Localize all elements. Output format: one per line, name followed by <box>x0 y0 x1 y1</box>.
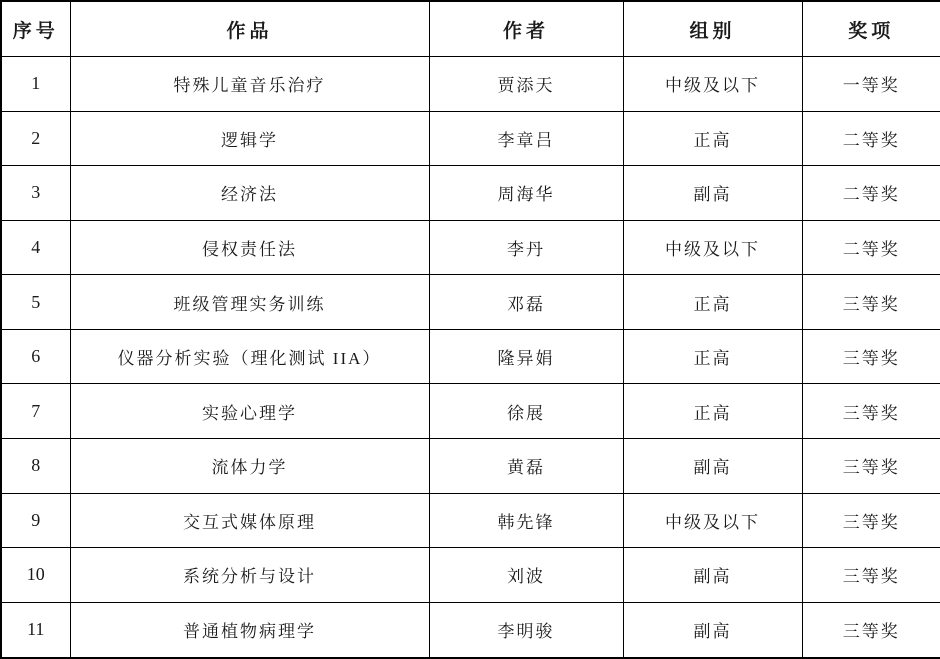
cell-work: 交互式媒体原理 <box>70 493 429 548</box>
table-row <box>1 275 940 330</box>
cell-group: 正高 <box>623 384 802 439</box>
cell-index: 8 <box>1 439 70 494</box>
cell-index: 6 <box>1 329 70 384</box>
cell-work: 系统分析与设计 <box>70 548 429 603</box>
cell-index: 5 <box>1 275 70 330</box>
cell-index: 1 <box>1 57 70 112</box>
column-header-group: 组别 <box>623 1 802 57</box>
cell-award: 三等奖 <box>802 384 940 439</box>
cell-award: 三等奖 <box>802 275 940 330</box>
column-header-award: 奖项 <box>802 1 940 57</box>
table-row <box>1 548 940 603</box>
cell-group: 中级及以下 <box>623 57 802 112</box>
cell-index: 3 <box>1 166 70 221</box>
cell-group: 副高 <box>623 439 802 494</box>
cell-author: 黄磊 <box>429 439 623 494</box>
cell-group: 副高 <box>623 602 802 658</box>
cell-work: 流体力学 <box>70 439 429 494</box>
cell-author: 徐展 <box>429 384 623 439</box>
cell-work: 普通植物病理学 <box>70 602 429 658</box>
cell-award: 三等奖 <box>802 329 940 384</box>
cell-group: 正高 <box>623 275 802 330</box>
cell-index: 10 <box>1 548 70 603</box>
cell-author: 李明骏 <box>429 602 623 658</box>
cell-author: 刘波 <box>429 548 623 603</box>
cell-award: 三等奖 <box>802 548 940 603</box>
column-header-work: 作品 <box>70 1 429 57</box>
column-header-index: 序号 <box>1 1 70 57</box>
cell-work: 经济法 <box>70 166 429 221</box>
cell-author: 周海华 <box>429 166 623 221</box>
cell-group: 中级及以下 <box>623 493 802 548</box>
column-header-author: 作者 <box>429 1 623 57</box>
cell-work: 仪器分析实验（理化测试 IIA） <box>70 329 429 384</box>
cell-group: 正高 <box>623 111 802 166</box>
cell-award: 三等奖 <box>802 602 940 658</box>
table-body <box>1 57 940 659</box>
cell-award: 二等奖 <box>802 111 940 166</box>
cell-author: 韩先锋 <box>429 493 623 548</box>
cell-award: 三等奖 <box>802 493 940 548</box>
cell-work: 班级管理实务训练 <box>70 275 429 330</box>
table-row <box>1 57 940 112</box>
table-row <box>1 220 940 275</box>
cell-group: 副高 <box>623 548 802 603</box>
table-row <box>1 329 940 384</box>
cell-author: 李章吕 <box>429 111 623 166</box>
cell-author: 贾添天 <box>429 57 623 112</box>
cell-index: 4 <box>1 220 70 275</box>
cell-work: 实验心理学 <box>70 384 429 439</box>
table-row <box>1 384 940 439</box>
cell-author: 李丹 <box>429 220 623 275</box>
cell-work: 逻辑学 <box>70 111 429 166</box>
cell-work: 侵权责任法 <box>70 220 429 275</box>
cell-author: 隆异娟 <box>429 329 623 384</box>
cell-award: 二等奖 <box>802 166 940 221</box>
table-row <box>1 166 940 221</box>
cell-index: 9 <box>1 493 70 548</box>
cell-award: 二等奖 <box>802 220 940 275</box>
table-row <box>1 439 940 494</box>
cell-award: 一等奖 <box>802 57 940 112</box>
cell-award: 三等奖 <box>802 439 940 494</box>
table-header <box>1 1 940 57</box>
cell-work: 特殊儿童音乐治疗 <box>70 57 429 112</box>
cell-group: 副高 <box>623 166 802 221</box>
cell-group: 中级及以下 <box>623 220 802 275</box>
cell-index: 11 <box>1 602 70 658</box>
table-row <box>1 493 940 548</box>
header-row <box>1 1 940 57</box>
cell-group: 正高 <box>623 329 802 384</box>
cell-author: 邓磊 <box>429 275 623 330</box>
table-row <box>1 111 940 166</box>
cell-index: 2 <box>1 111 70 166</box>
table-row <box>1 602 940 658</box>
cell-index: 7 <box>1 384 70 439</box>
